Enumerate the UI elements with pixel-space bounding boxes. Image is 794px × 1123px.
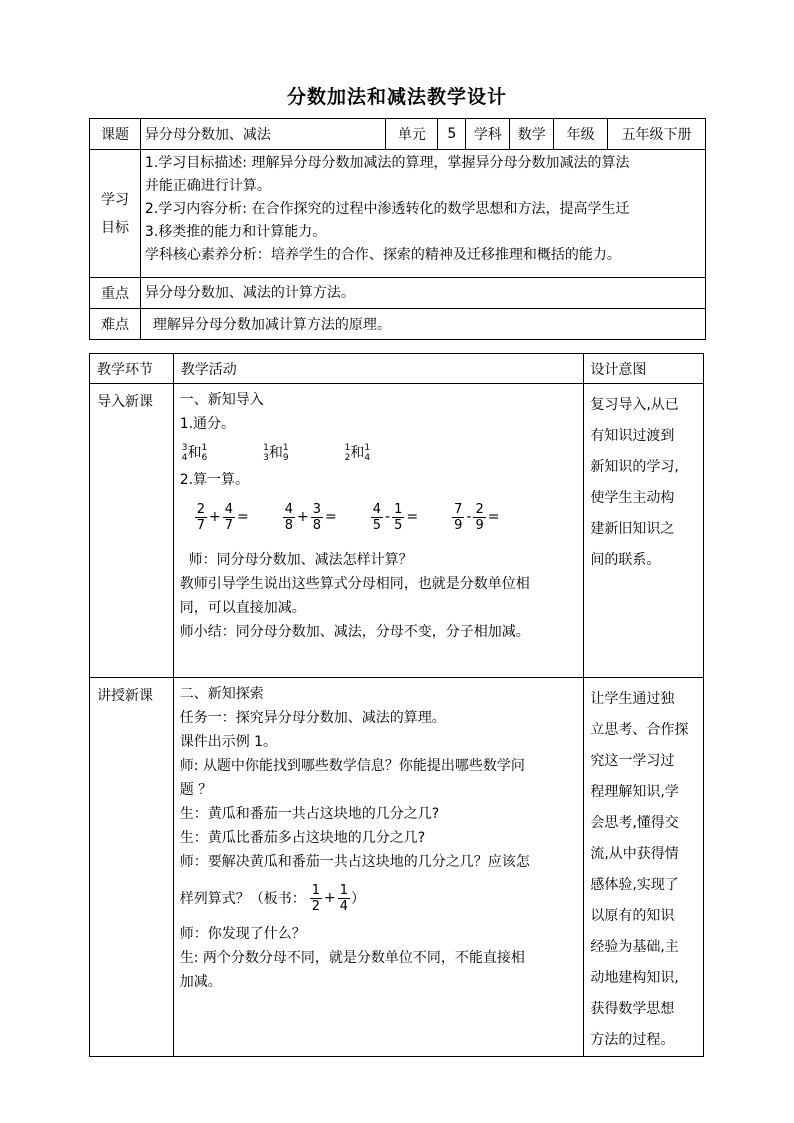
denominator: 2 [311, 898, 320, 914]
formula-line [180, 874, 578, 922]
intent-intro [584, 384, 704, 678]
intent-line: 使学生主动构 [590, 490, 675, 506]
activity-line: 同，可以直接加减。 [179, 600, 306, 616]
operator: + [323, 890, 336, 906]
formula-suffix: ） [351, 891, 365, 907]
intent-line: 复习导入,从已 [590, 397, 679, 413]
tongfen-item [182, 442, 207, 463]
expression [282, 502, 338, 533]
intent-line: 让学生通过独 [590, 691, 675, 707]
unit-label: 单元 [386, 119, 438, 150]
topic-value: 异分母分数加、减法 [140, 119, 386, 150]
tongfen-item [263, 442, 288, 463]
objective-line: 学科核心素养分析：培养学生的合作、探索的精神及迁移推理和概括的能力。 [144, 247, 621, 263]
fraction [223, 502, 235, 533]
denominator: 3 [263, 452, 269, 463]
and-text: 和 [350, 444, 365, 461]
intent-line: 程理解知识,学 [590, 784, 679, 800]
topic-label: 课题 [90, 119, 141, 150]
objectives-content [140, 150, 705, 278]
intent-line: 获得数学思想 [590, 1001, 675, 1017]
grade-value: 五年级下册 [608, 119, 706, 150]
lesson-info-table [89, 118, 706, 340]
numerator: 1 [311, 882, 320, 898]
denominator: 6 [201, 452, 208, 463]
operator: + [208, 509, 221, 525]
equals-sign: = [237, 509, 249, 525]
objective-line: 3.移类推的能力和计算能力。 [144, 224, 327, 240]
denominator: 7 [196, 517, 205, 533]
stage-new-lesson: 讲授新课 [90, 678, 174, 1057]
tongfen-row [180, 436, 578, 468]
intent-line: 感体验,实现了 [590, 877, 679, 893]
numerator: 1 [263, 442, 269, 453]
activity-line: 1.通分。 [179, 416, 236, 432]
activity-line: 二、新知探索 [179, 686, 264, 702]
numerator: 1 [344, 442, 351, 453]
tongfen-item [345, 442, 370, 463]
intent-line: 动地建构知识, [590, 970, 679, 986]
operator: - [385, 509, 391, 525]
denominator: 8 [284, 517, 294, 533]
denominator: 9 [454, 517, 463, 533]
activity-line: 任务一：探究异分母分数加、减法的算理。 [179, 710, 446, 726]
denominator: 4 [364, 452, 371, 463]
denominator: 7 [224, 517, 233, 533]
objective-line: 1.学习目标描述: 理解异分母分数加减法的算理，掌握异分母分数加减法的算法 [144, 155, 630, 171]
fraction [371, 502, 383, 533]
activity-line: 师：你发现了什么？ [179, 926, 306, 942]
intent-line: 有知识过渡到 [590, 428, 675, 444]
equals-sign: = [406, 509, 419, 525]
denominator: 2 [344, 452, 351, 463]
activity-line: 师: 从题中你能找到哪些数学信息？你能提出哪些数学问 [179, 758, 525, 774]
expression [451, 502, 500, 533]
objectives-label-line: 学习 [100, 191, 129, 208]
intent-line: 新知识的学习, [590, 459, 679, 475]
numerator: 1 [364, 442, 371, 453]
fraction [283, 443, 289, 463]
activity-line: 题 ？ [179, 782, 213, 798]
fraction [452, 502, 464, 533]
objectives-label-line: 目标 [100, 219, 129, 236]
numerator: 2 [196, 501, 205, 517]
activity-line: 2.算一算。 [179, 472, 250, 488]
expression [194, 502, 250, 533]
equals-sign: = [487, 509, 500, 525]
activity-line: 生：黄瓜比番茄多占这块地的几分之几? [179, 830, 426, 846]
key-point-label: 重点 [90, 278, 141, 309]
intent-line: 流,从中获得情 [590, 846, 679, 862]
expression [370, 502, 419, 533]
fraction [195, 502, 207, 533]
document-title: 分数加法和减法教学设计 [286, 86, 507, 108]
numerator: 1 [201, 442, 208, 453]
intent-line: 立思考、合作探 [590, 722, 689, 738]
fraction [311, 502, 323, 533]
objectives-label [90, 150, 141, 278]
operator: + [297, 509, 309, 525]
activity-intro [173, 384, 584, 678]
denominator: 5 [394, 517, 403, 533]
intent-line: 经验为基础,主 [590, 939, 679, 955]
fraction [364, 443, 370, 463]
fraction [283, 502, 295, 533]
header-stage: 教学环节 [90, 354, 174, 384]
activity-line: 教师引导学生说出这些算式分母相同，也就是分数单位相 [179, 576, 530, 592]
activity-line: 生: 两个分数分母不同，就是分数单位不同，不能直接相 [179, 950, 525, 966]
equals-sign: = [325, 509, 337, 525]
activity-line: 师小结：同分母分数加、减法，分母不变，分子相加减。 [179, 624, 530, 640]
difficulty-label: 难点 [90, 309, 141, 340]
numerator: 4 [372, 501, 382, 517]
calc-expressions [180, 492, 578, 542]
difficulty-value: 理解异分母分数加减计算方法的原理。 [140, 309, 705, 340]
intent-line: 间的联系。 [590, 552, 661, 568]
denominator: 5 [372, 517, 382, 533]
denominator: 9 [282, 452, 289, 463]
subject-value: 数学 [510, 119, 554, 150]
operator: - [466, 509, 472, 525]
activity-line: 师：要解决黄瓜和番茄一共占这块地的几分之几？应该怎 [179, 854, 530, 870]
intent-line: 方法的过程。 [590, 1032, 675, 1048]
activity-line: 课件出示例 1。 [179, 734, 278, 750]
denominator: 4 [181, 452, 188, 463]
grade-label: 年级 [554, 119, 608, 150]
numerator: 1 [282, 442, 289, 453]
numerator: 1 [394, 501, 403, 517]
denominator: 8 [312, 517, 322, 533]
unit-value: 5 [438, 119, 466, 150]
denominator: 9 [475, 517, 484, 533]
intent-line: 究这一学习过 [590, 753, 675, 769]
activity-new-lesson [173, 678, 584, 1057]
fraction [201, 443, 207, 463]
lesson-plan-table [89, 353, 704, 1057]
subject-label: 学科 [466, 119, 510, 150]
activity-line: 生：黄瓜和番茄一共占这块地的几分之几? [179, 806, 440, 822]
numerator: 3 [312, 501, 322, 517]
numerator: 4 [224, 501, 233, 517]
header-intent: 设计意图 [584, 354, 704, 384]
activity-line: 师：同分母分数加、减法怎样计算？ [179, 552, 413, 568]
objective-line: 2.学习内容分析: 在合作探究的过程中渗透转化的数学思想和方法，提高学生迁 [144, 201, 630, 217]
numerator: 1 [339, 882, 348, 898]
header-activity: 教学活动 [173, 354, 584, 384]
stage-intro: 导入新课 [90, 384, 174, 678]
key-point-value: 异分母分数加、减法的计算方法。 [140, 278, 705, 309]
numerator: 7 [454, 501, 463, 517]
numerator: 3 [181, 442, 188, 453]
activity-line: 一、新知导入 [179, 392, 264, 408]
formula-prefix: 样列算式？（板书： [179, 891, 306, 907]
fraction [392, 502, 404, 533]
intent-line: 以原有的知识 [590, 908, 675, 924]
and-text: 和 [268, 444, 283, 461]
fraction [338, 883, 350, 914]
and-text: 和 [187, 444, 202, 461]
numerator: 4 [284, 501, 294, 517]
intent-new-lesson [584, 678, 704, 1057]
fraction [473, 502, 485, 533]
intent-line: 会思考,懂得交 [590, 815, 679, 831]
fraction [310, 883, 322, 914]
objective-line: 并能正确进行计算。 [144, 178, 271, 194]
activity-line: 加减。 [179, 974, 222, 990]
numerator: 2 [475, 501, 484, 517]
intent-line: 建新旧知识之 [590, 521, 675, 537]
denominator: 4 [339, 898, 348, 914]
